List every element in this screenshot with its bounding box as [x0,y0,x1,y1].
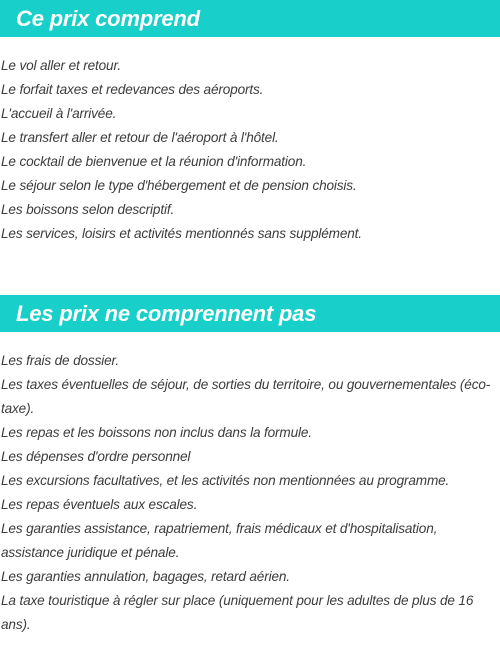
list-item: La taxe touristique à régler sur place (uniquement pour les adultes de plus de 16 ans). [1,593,474,632]
list-item: Les excursions facultatives, et les activités non mentionnées au programme. [1,473,450,488]
list-item: Les garanties assistance, rapatriement, frais médicaux et d'hospitalisation, assistance juridique et pénale. [1,521,438,560]
section-price-excludes [0,295,500,637]
list-item: L'accueil à l'arrivée. [1,106,117,121]
list-item: Les frais de dossier. [1,353,119,368]
list-item: Le vol aller et retour. [1,58,121,73]
list-item: Les repas éventuels aux escales. [1,497,198,512]
list-item: Les dépenses d'ordre personnel [1,449,191,464]
list-item: Le transfert aller et retour de l'aéroport à l'hôtel. [1,130,279,145]
includes-list [0,54,500,246]
section-title-includes: Ce prix comprend [16,5,200,31]
section-header-includes [0,0,500,37]
section-price-includes [0,0,500,246]
list-item: Le cocktail de bienvenue et la réunion d'information. [1,154,307,169]
list-item: Les services, loisirs et activités mentionnés sans supplément. [1,226,362,241]
list-item: Les repas et les boissons non inclus dans la formule. [1,425,312,440]
list-item: Les taxes éventuelles de séjour, de sorties du territoire, ou gouvernementales (éco-taxe). [1,377,491,416]
list-item: Les garanties annulation, bagages, retard aérien. [1,569,290,584]
section-header-excludes [0,295,500,332]
excludes-list [0,349,500,637]
list-item: Les boissons selon descriptif. [1,202,175,217]
list-item: Le forfait taxes et redevances des aéroports. [1,82,264,97]
section-title-excludes: Les prix ne comprennent pas [16,300,317,326]
list-item: Le séjour selon le type d'hébergement et de pension choisis. [1,178,357,193]
